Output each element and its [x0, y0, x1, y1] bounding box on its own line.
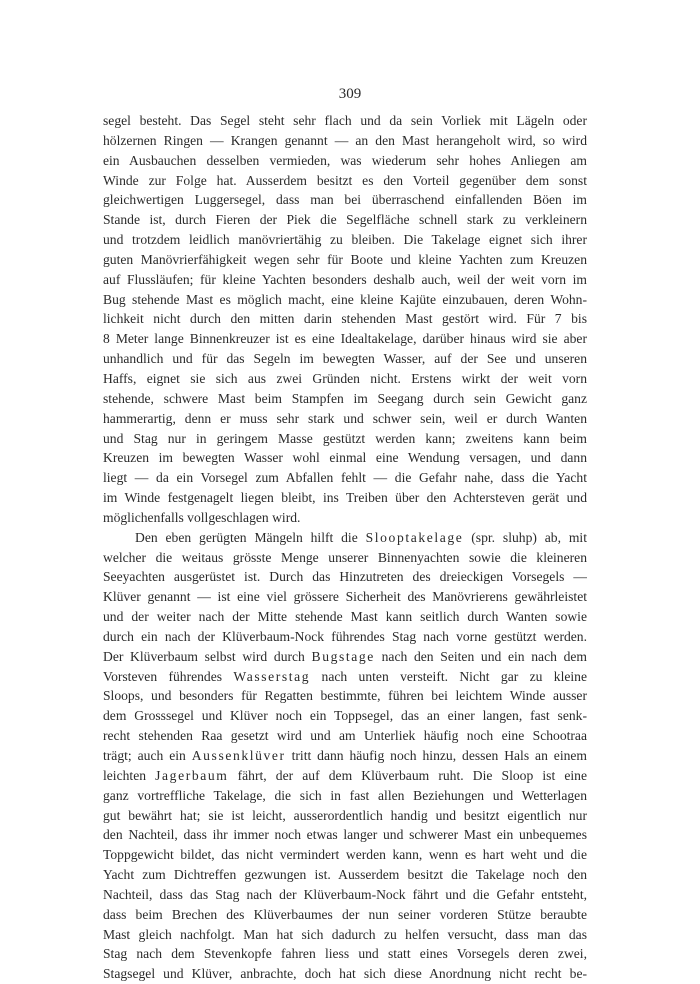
text-line: [103, 766, 587, 786]
text-line: [103, 865, 587, 885]
text-run: dem Grosssegel und Klüver noch ein Toppsegel, das an einer langen, fast senk-: [103, 708, 587, 724]
page-number: 309: [338, 86, 362, 102]
text-line: [103, 409, 587, 429]
paragraph: [103, 528, 587, 984]
text-line: [103, 131, 587, 151]
text-run: Haffs, eignet sie sich aus zwei Gründen nicht. Erstens wirkt der weit vorn: [103, 370, 587, 386]
text-run: unhandlich und für das Segeln im bewegten Wasser, auf der See und unseren: [103, 351, 587, 367]
paragraph: [103, 111, 587, 528]
text-line: [103, 567, 587, 587]
text-line: [103, 845, 587, 865]
text-run: ein Ausbauchen desselben vermieden, was wiederum sehr hohes Anliegen am: [103, 152, 587, 168]
text-run: Stande ist, durch Fieren der Piek die Segelfläche schnell stark zu verkleinern: [103, 212, 587, 228]
text-run: Toppgewicht bildet, das nicht vermindert werden kann, wenn es hart weht und die: [103, 847, 587, 863]
text-line: [103, 151, 587, 171]
text-run: Kreuzen im bewegten Wasser wohl einmal eine Wendung versagen, und dann: [103, 450, 587, 466]
text-run: auf Flussläufen; für kleine Yachten besonders deshalb auch, weil der weit vorn im: [103, 271, 587, 287]
text-line: [103, 190, 587, 210]
text-line: [103, 686, 587, 706]
spaced-term: Bugstage: [311, 648, 375, 664]
text-line: [103, 706, 587, 726]
text-line: [103, 548, 587, 568]
text-run: nach unten versteift. Nicht gar zu kleine: [310, 668, 587, 684]
text-run: gleichwertigen Luggersegel, dass man bei überraschend einfallenden Böen im: [103, 192, 587, 208]
text-run: nach den Seiten und ein nach dem: [374, 648, 587, 664]
text-run: liegt — da ein Vorsegel zum Abfallen fehlt — die Gefahr nahe, dass die Yacht: [103, 470, 587, 486]
text-run: segel besteht. Das Segel steht sehr flach und da sein Vorliek mit Lägeln oder: [103, 113, 587, 128]
text-line: [103, 746, 587, 766]
text-run: gut bewährt hat; sie ist leicht, ausserordentlich handig und besitzt eigentlich nur: [103, 807, 587, 823]
text-line: [103, 349, 587, 369]
text-line: [103, 210, 587, 230]
text-line: [103, 290, 587, 310]
text-run: durch ein nach der Klüverbaum-Nock führendes Stag nach vorne gestützt werden.: [103, 628, 587, 644]
text-run: 8 Meter lange Binnenkreuzer ist es eine Idealtakelage, darüber hinaus wird sie aber: [103, 331, 587, 347]
text-run: leichten: [103, 767, 156, 783]
text-run: und Stag nur in geringem Masse gestützt werden kann; zweitens kann beim: [103, 430, 587, 446]
text-run: Seeyachten ausgerüstet ist. Durch das Hinzutreten des dreieckigen Vorsegels —: [103, 569, 587, 585]
text-run: lichkeit nicht durch den mitten darin stehenden Mast gestört wird. Für 7 bis: [103, 311, 587, 327]
text-line: [103, 786, 587, 806]
text-line: [103, 925, 587, 945]
text-line: [103, 111, 587, 131]
text-line: [103, 230, 587, 250]
text-line: [103, 825, 587, 845]
text-run: recht stehenden Raa gesetzt wird und am Unterliek häufig noch eine Schootraa: [103, 728, 587, 744]
text-run: Bug stehende Mast es möglich macht, eine kleine Kajüte einzubauen, deren Wohn-: [103, 291, 587, 307]
text-run: den Nachteil, dass ihr immer noch etwas langer und schwerer Mast ein unbequemes: [103, 827, 587, 843]
text-line: [103, 647, 587, 667]
text-line: [103, 448, 587, 468]
text-run: und der weiter nach der Mitte stehende Mast kann seitlich durch Wanten sowie: [103, 609, 587, 625]
text-line: [103, 806, 587, 826]
spaced-term: Jagerbaum: [155, 767, 229, 783]
text-line: [103, 389, 587, 409]
text-line: [103, 429, 587, 449]
text-run: ganz vortreffliche Takelage, die sich in fast allen Beziehungen und Wetterlagen: [103, 787, 587, 803]
text-line: [103, 964, 587, 984]
text-line: [103, 369, 587, 389]
text-line: [103, 885, 587, 905]
spaced-term: Slooptakelage: [365, 529, 464, 545]
text-run: guten Manövrierfähigkeit wegen sehr für Boote und kleine Yachten zum Kreuzen: [103, 251, 587, 267]
text-run: trägt; auch ein: [103, 748, 192, 763]
text-run: möglichenfalls vollgeschlagen wird.: [103, 509, 301, 525]
text-line: [103, 488, 587, 508]
text-run: Yacht zum Dichtreffen gezwungen ist. Ausserdem besitzt die Takelage noch den: [103, 867, 587, 883]
text-run: Winde zur Folge hat. Ausserdem besitzt es den Vorteil gegenüber dem sonst: [103, 172, 587, 188]
text-run: stehende, schwere Mast beim Stampfen im Seegang durch sein Gewicht ganz: [103, 390, 587, 406]
text-run: Klüver genannt — ist eine viel grössere Sicherheit des Manövrierens gewährleistet: [103, 589, 587, 605]
text-run: Nachteil, dass das Stag nach der Klüverbaum-Nock fährt und die Gefahr entsteht,: [103, 886, 587, 902]
text-line: [103, 726, 587, 746]
text-run: Sloops, und besonders für Regatten bestimmte, führen bei leichtem Winde ausser: [103, 688, 587, 704]
spaced-term: Wasserstag: [233, 668, 311, 684]
text-run: hölzernen Ringen — Krangen genannt — an den Mast herangeholt wird, so wird: [103, 132, 587, 148]
text-line: [103, 905, 587, 925]
text-line: [103, 250, 587, 270]
text-run: tritt dann häufig noch hinzu, dessen Hals an einem: [285, 748, 587, 763]
text-line: [103, 528, 587, 548]
spaced-term: Aussenklüver: [191, 748, 286, 763]
text-run: Den eben gerügten Mängeln hilft die: [135, 529, 366, 545]
text-run: welcher die weitaus grösste Menge unserer Binnenyachten sowie die kleineren: [103, 549, 587, 565]
body-text: [103, 111, 587, 984]
text-line: [103, 270, 587, 290]
text-run: Stagsegel und Klüver, anbrachte, doch hat sich diese Anordnung nicht recht be-: [103, 966, 587, 982]
text-run: hammerartig, denn er muss sehr stark und schwer sein, weil er durch Wanten: [103, 410, 587, 426]
text-line: [103, 171, 587, 191]
text-run: fährt, der auf dem Klüverbaum ruht. Die Sloop ist eine: [228, 767, 587, 783]
text-line: [103, 627, 587, 647]
text-run: dass beim Brechen des Klüverbaumes der nun seiner vorderen Stütze beraubte: [103, 906, 587, 922]
text-run: im Winde festgenagelt liegen bleibt, ins Treiben über den Achtersteven gerät und: [103, 490, 587, 506]
text-line: [103, 667, 587, 687]
text-run: Vorsteven führendes: [103, 668, 234, 684]
text-line: [103, 309, 587, 329]
text-run: Mast gleich nachfolgt. Man hat sich dadurch zu helfen versucht, dass man das: [103, 926, 587, 942]
text-run: und trotzdem leidlich manövriertähig zu bleiben. Die Takelage eignet sich ihrer: [103, 232, 587, 248]
text-run: Stag nach dem Stevenkopfe fahren liess und statt eines Vorsegels deren zwei,: [103, 946, 587, 962]
text-run: Der Klüverbaum selbst wird durch: [103, 648, 312, 664]
text-line: [103, 508, 587, 528]
text-line: [103, 468, 587, 488]
text-run: (spr. sluhp) ab, mit: [463, 529, 587, 545]
text-line: [103, 944, 587, 964]
text-line: [103, 587, 587, 607]
text-line: [103, 607, 587, 627]
text-line: [103, 329, 587, 349]
